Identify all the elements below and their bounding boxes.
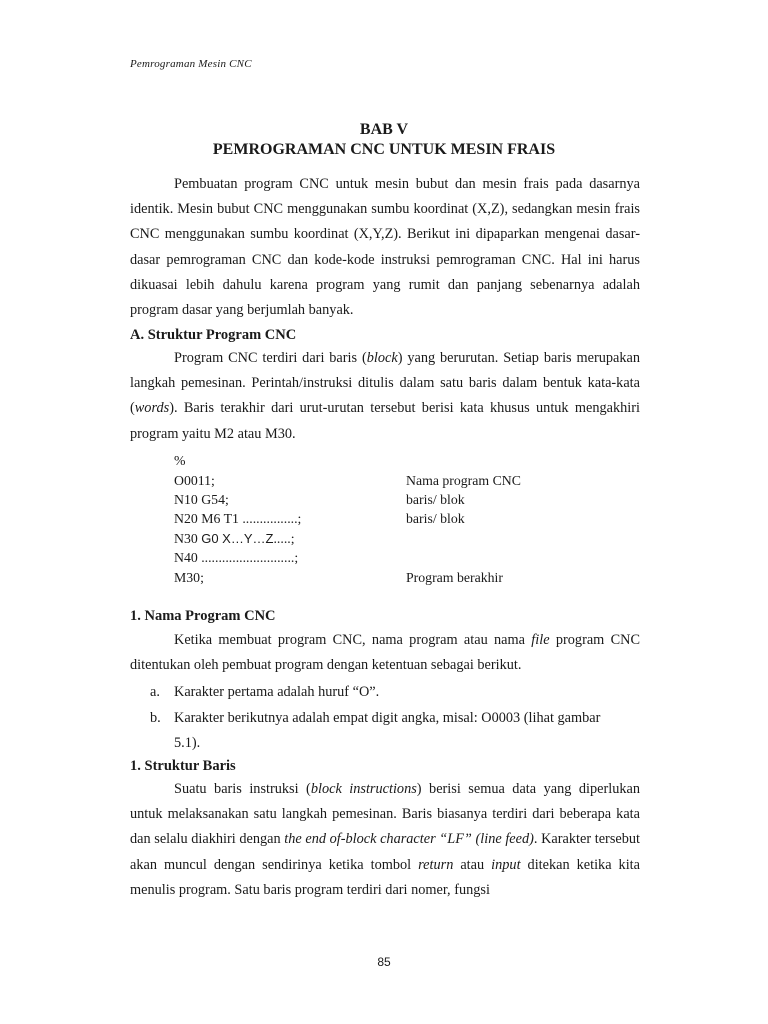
program-comment: Nama program CNC: [406, 473, 521, 488]
section-1-heading: 1. Nama Program CNC: [130, 608, 276, 624]
section-a-paragraph: Program CNC terdiri dari baris (block) yang berurutan. Setiap baris merupakan langkah pemesinan. Perintah/instruksi ditulis dalam satu baris dalam bentuk kata-kata (words). Baris terakhir dari urut-urutan tersebut berisi kata khusus untuk mengakhiri program yaitu M2 atau M30.: [130, 350, 640, 442]
section-2-heading: 1. Struktur Baris: [130, 758, 236, 774]
program-comment: Program berakhir: [406, 570, 503, 585]
section-2-paragraph: Suatu baris instruksi (block instructions) berisi semua data yang diperlukan untuk melaksanakan satu langkah pemesinan. Baris biasanya terdiri dari beberapa kata dan selalu diakhiri dengan the end of-block character “LF” (line feed). Karakter tersebut akan muncul dengan sendirinya ketika tombol return atau input ditekan ketika kita menulis program. Satu baris program terdiri dari nomer, fungsi: [130, 781, 640, 898]
intro-paragraph: [130, 172, 640, 323]
section-1-paragraph: Ketika membuat program CNC, nama program atau nama file program CNC ditentukan oleh pembuat program dengan ketentuan sebagai berikut.: [130, 632, 640, 674]
program-line: N40 ...........................;: [174, 550, 299, 565]
program-line: N30 G0 X…Y…Z.....;: [174, 531, 295, 546]
program-line: O0011; Nama program CNC: [174, 473, 521, 488]
program-comment: baris/ blok: [406, 511, 465, 526]
intro-text: Pembuatan program CNC untuk mesin bubut dan mesin frais pada dasarnya identik. Mesin bubut CNC menggunakan sumbu koordinat (X,Z), sedangkan mesin frais CNC menggunakan sumbu koordinat (X,Y,Z). Berikut ini dipaparkan mengenai dasar-dasar pemrograman CNC dan kode-kode instruksi pemrograman CNC. Hal ini harus dikuasai lebih dahulu karena program yang rumit dan panjang sebenarnya adalah program dasar yang berjumlah banyak.: [130, 176, 640, 319]
chapter-title: PEMROGRAMAN CNC UNTUK MESIN FRAIS: [212, 141, 556, 158]
running-header: Pemrograman Mesin CNC: [130, 58, 252, 70]
section-a-heading: A. Struktur Program CNC: [130, 327, 297, 343]
program-comment: baris/ blok: [406, 492, 465, 507]
chapter-number: BAB V: [359, 121, 409, 138]
program-line: %: [174, 453, 186, 468]
list-item: b. Karakter berikutnya adalah empat digit angka, misal: O0003 (lihat gambar: [150, 710, 601, 726]
list-item: a. Karakter pertama adalah huruf “O”.: [150, 684, 380, 700]
program-line: N20 M6 T1 ................; baris/ blok: [174, 511, 465, 526]
program-line: M30; Program berakhir: [174, 570, 503, 585]
program-line: N10 G54; baris/ blok: [174, 492, 465, 507]
list-item-continuation: 5.1).: [174, 735, 201, 751]
page-number: 85: [377, 955, 391, 969]
